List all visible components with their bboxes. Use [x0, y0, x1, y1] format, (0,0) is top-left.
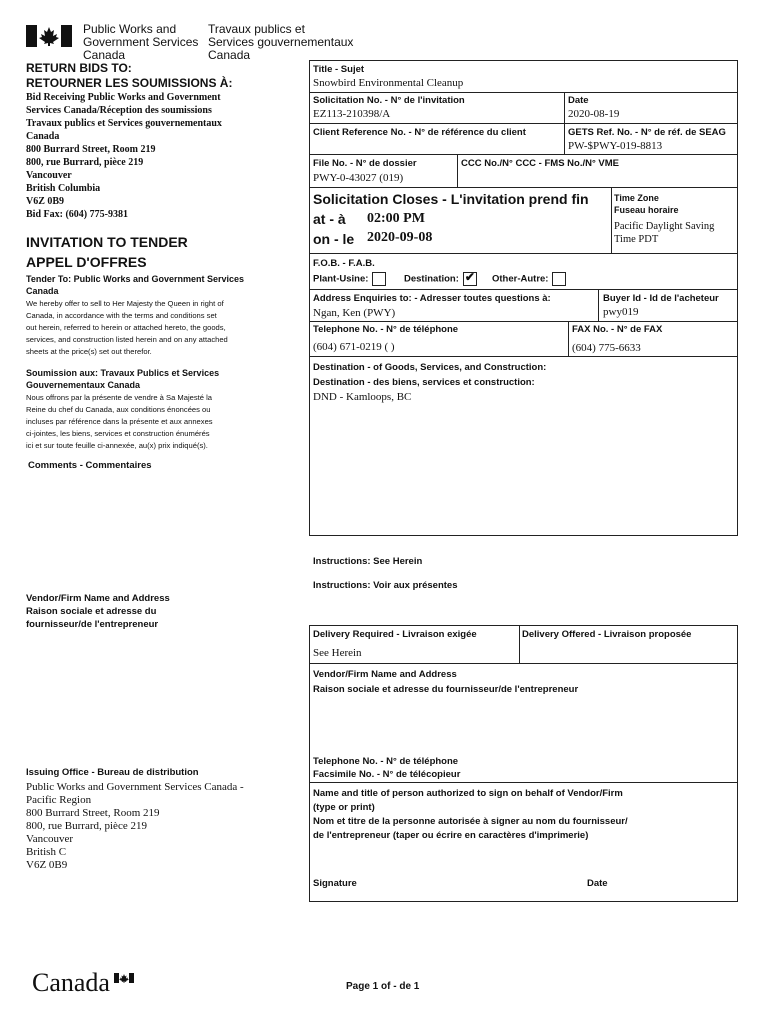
offer-line: ici et sur toute feuille ci-annexée, au(x) prix indiqué(s).	[26, 441, 208, 450]
plant-usine-checkbox[interactable]	[372, 272, 386, 286]
signature-date-label: Date	[587, 878, 608, 889]
tz-value-line: Pacific Daylight Saving	[614, 221, 715, 232]
instructions-fr: Instructions: Voir aux présentes	[313, 580, 458, 591]
time-zone-label	[614, 192, 679, 216]
issuing-line: V6Z 0B9	[26, 859, 68, 871]
solicitation-no-label: Solicitation No. - N° de l'invitation	[313, 95, 465, 106]
offer-line: ci-jointes, les biens, services et construction énumérés	[26, 429, 210, 438]
address-line: 800, rue Burrard, pièce 219	[26, 157, 144, 168]
bid-fax: Bid Fax: (604) 775-9381	[26, 209, 128, 220]
destination-option-label	[404, 272, 477, 286]
tz-value-line: Time PDT	[614, 234, 659, 245]
plant-usine-label	[313, 272, 386, 286]
checkmark-icon: ✔	[464, 270, 475, 284]
vendor-left-line: Raison sociale et adresse du	[26, 606, 157, 617]
return-bids-title-fr: RETOURNER LES SOUMISSIONS À:	[26, 76, 233, 90]
issuing-line: Public Works and Government Services Canada -	[26, 781, 244, 793]
destination-goods-line: Destination - of Goods, Services, and Construction:	[313, 362, 547, 373]
gets-ref-value: PW-$PWY-019-8813	[568, 140, 663, 152]
address-line: British Columbia	[26, 183, 101, 194]
return-bids-title-en: RETURN BIDS TO:	[26, 61, 132, 75]
dept-fr-line: Canada	[208, 48, 251, 62]
destination-goods-line: Destination - des biens, services et construction:	[313, 377, 535, 388]
address-line: V6Z 0B9	[26, 196, 65, 207]
other-autre-label	[492, 272, 566, 286]
offer-line: We hereby offer to sell to Her Majesty the Queen in right of	[26, 299, 224, 308]
delivery-required-label: Delivery Required - Livraison exigée	[313, 629, 477, 640]
offer-line: Canada, in accordance with the terms and conditions set	[26, 311, 217, 320]
offer-line: Reine du chef du Canada, aux conditions énoncées ou	[26, 405, 211, 414]
soumission-aux	[26, 367, 219, 391]
return-bids-address	[26, 91, 222, 221]
address-line: Vancouver	[26, 170, 72, 181]
canada-wordmark-text: Canada	[32, 968, 110, 997]
destination-checkbox[interactable]	[463, 272, 477, 286]
canada-flag-icon	[26, 25, 72, 47]
fob-label: F.O.B. - F.A.B.	[313, 258, 375, 269]
plant-usine-text: Plant-Usine:	[313, 273, 369, 285]
other-autre-checkbox[interactable]	[552, 272, 566, 286]
closing-time-value: 02:00 PM	[367, 211, 425, 226]
address-line: Bid Receiving Public Works and Government	[26, 92, 221, 103]
closing-date-value: 2020-09-08	[367, 230, 433, 245]
offer-line: Nous offrons par la présente de vendre à Sa Majesté la	[26, 393, 213, 402]
vendor-left-line: fournisseur/de l'entrepreneur	[26, 619, 159, 630]
gets-ref-label: GETS Ref. No. - N° de réf. de SEAG	[568, 127, 726, 138]
vendor-name-line: Raison sociale et adresse du fournisseur/de l'entrepreneur	[313, 684, 579, 695]
return-bids-title	[26, 61, 232, 91]
authorized-person-label	[313, 787, 628, 843]
tender-to-line: Canada	[26, 286, 59, 296]
dept-fr-line: Travaux publics et	[208, 22, 305, 36]
canada-wordmark-flag-icon	[114, 970, 134, 980]
other-autre-text: Other-Autre:	[492, 273, 549, 285]
comments-label: Comments - Commentaires	[28, 460, 152, 471]
vendor-phone-label	[313, 755, 460, 781]
solicitation-closes-label: Solicitation Closes - L'invitation prend fin	[313, 191, 589, 207]
soumission-line: Soumission aux: Travaux Publics et Services	[26, 368, 220, 378]
on-label: on - le	[313, 231, 355, 247]
invitation-title-fr: APPEL D'OFFRES	[26, 254, 147, 270]
vendor-name-label	[313, 667, 578, 697]
fax-value: (604) 775-6633	[572, 342, 641, 354]
tender-to	[26, 273, 244, 297]
destination-goods-value: DND - Kamloops, BC	[313, 391, 412, 403]
offer-line: out herein, referred to herein or attached hereto, the goods,	[26, 323, 226, 332]
at-label: at - à	[313, 211, 346, 227]
buyer-id-label: Buyer Id - Id de l'acheteur	[603, 293, 719, 304]
client-ref-label: Client Reference No. - N° de référence du client	[313, 127, 526, 138]
address-enquiries-value: Ngan, Ken (PWY)	[313, 307, 396, 319]
address-enquiries-label: Address Enquiries to: - Adresser toutes questions à:	[313, 293, 551, 304]
canada-wordmark	[32, 968, 110, 998]
offer-line: services, and construction listed herein and on any attached	[26, 335, 228, 344]
address-line: Canada	[26, 131, 60, 142]
title-label: Title - Sujet	[313, 64, 365, 75]
comments-box[interactable]	[26, 474, 309, 537]
address-line: Services Canada/Réception des soumissions	[26, 105, 212, 116]
vendor-fax-line: Facsimile No. - N° de télécopieur	[313, 769, 461, 780]
instructions-en: Instructions: See Herein	[313, 556, 423, 567]
authorized-person-field[interactable]	[311, 846, 735, 872]
date-value: 2020-08-19	[568, 108, 620, 120]
address-line: 800 Burrard Street, Room 219	[26, 144, 156, 155]
authorized-line: de l'entrepreneur (taper ou écrire en caractères d'imprimerie)	[313, 830, 589, 841]
destination-goods-label	[313, 360, 546, 390]
issuing-line: Pacific Region	[26, 794, 92, 806]
address-line: Travaux publics et Services gouvernementaux	[26, 118, 222, 129]
delivery-required-value: See Herein	[313, 647, 362, 659]
dept-en-line: Canada	[83, 48, 126, 62]
vendor-left-line: Vendor/Firm Name and Address	[26, 593, 170, 604]
vendor-name-field[interactable]	[311, 698, 735, 750]
file-no-label: File No. - N° de dossier	[313, 158, 417, 169]
vendor-left-label	[26, 592, 170, 631]
offer-line: sheets at the price(s) set out therefor.	[26, 347, 152, 356]
dept-fr-line: Services gouvernementaux	[208, 35, 354, 49]
telephone-label: Telephone No. - N° de téléphone	[313, 324, 459, 335]
date-label: Date	[568, 95, 589, 106]
department-name-en	[83, 23, 198, 62]
ccc-no-label: CCC No./N° CCC - FMS No./N° VME	[461, 158, 620, 169]
telephone-value: (604) 671-0219 ( )	[313, 341, 395, 353]
dept-en-line: Public Works and	[83, 22, 177, 36]
department-name-fr	[208, 23, 353, 62]
issuing-line: 800, rue Burrard, pièce 219	[26, 820, 147, 832]
signature-label: Signature	[313, 878, 357, 889]
page-number: Page 1 of - de 1	[346, 981, 420, 992]
vendor-name-line: Vendor/Firm Name and Address	[313, 669, 457, 680]
invitation-title-en: INVITATION TO TENDER	[26, 234, 188, 250]
issuing-line: British C	[26, 846, 67, 858]
authorized-line: Name and title of person authorized to sign on behalf of Vendor/Firm	[313, 788, 623, 799]
delivery-offered-label: Delivery Offered - Livraison proposée	[522, 629, 692, 640]
invitation-title	[26, 232, 188, 272]
time-zone-value	[614, 220, 714, 246]
offer-text-fr	[26, 392, 213, 452]
dept-en-line: Government Services	[83, 35, 199, 49]
tender-to-line: Tender To: Public Works and Government Services	[26, 274, 245, 284]
tz-label-line: Time Zone	[614, 193, 659, 203]
fax-label: FAX No. - N° de FAX	[572, 324, 663, 335]
delivery-offered-field[interactable]	[521, 642, 735, 661]
destination-text: Destination:	[404, 273, 459, 285]
soumission-line: Gouvernementaux Canada	[26, 380, 141, 390]
authorized-line: (type or print)	[313, 802, 375, 813]
tz-label-line: Fuseau horaire	[614, 205, 679, 215]
title-value: Snowbird Environmental Cleanup	[313, 77, 464, 89]
solicitation-no-value: EZ113-210398/A	[313, 108, 391, 120]
offer-line: incluses par référence dans la présente et aux annexes	[26, 417, 213, 426]
issuing-office-address	[26, 781, 244, 872]
issuing-line: Vancouver	[26, 833, 74, 845]
authorized-line: Nom et titre de la personne autorisée à signer au nom du fournisseur/	[313, 816, 628, 827]
vendor-tel-line: Telephone No. - N° de téléphone	[313, 756, 459, 767]
issuing-line: 800 Burrard Street, Room 219	[26, 807, 160, 819]
file-no-value: PWY-0-43027 (019)	[313, 172, 404, 184]
issuing-office-label: Issuing Office - Bureau de distribution	[26, 767, 199, 778]
buyer-id-value: pwy019	[603, 306, 639, 318]
offer-text-en	[26, 298, 228, 358]
